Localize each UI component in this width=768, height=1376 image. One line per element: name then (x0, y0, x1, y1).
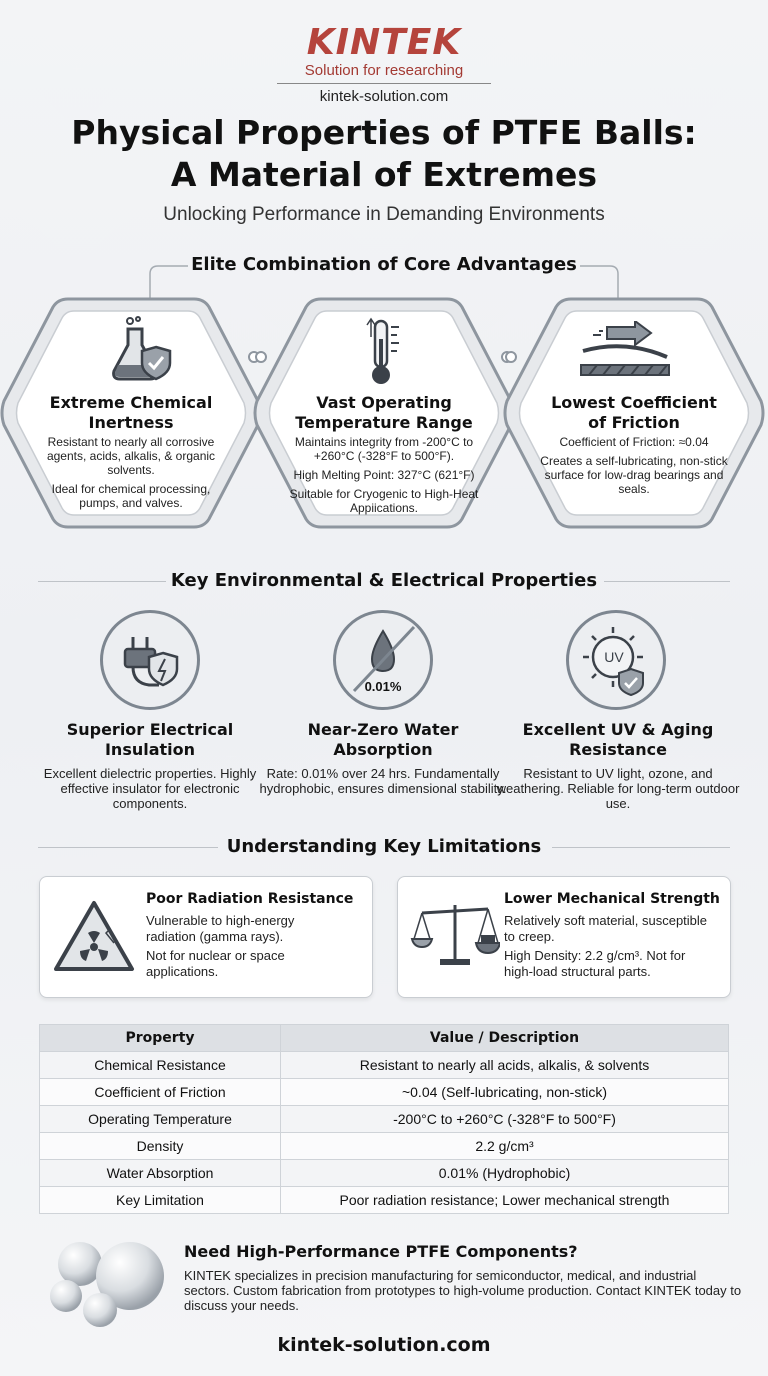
property-title-line-2: Absorption (333, 740, 433, 759)
properties-heading: Key Environmental & Electrical Properties (170, 570, 598, 591)
title-line-1: Physical Properties of PTFE Balls: (71, 113, 697, 152)
table-cell: Key Limitation (40, 1187, 281, 1214)
advantage-card-temperature (249, 293, 519, 533)
table-cell: ~0.04 (Self-lubricating, non-stick) (281, 1079, 729, 1106)
advantage-description (31, 435, 231, 515)
advantage-title-line-2: of Friction (588, 413, 680, 432)
table-cell: Water Absorption (40, 1160, 281, 1187)
advantage-title-line-2: Inertness (88, 413, 174, 432)
page-title (0, 112, 768, 196)
plug-shield-icon (113, 623, 187, 697)
title-line-2: A Material of Extremes (170, 155, 598, 194)
table-row (40, 1052, 729, 1079)
table-header-row (40, 1025, 729, 1052)
cta-title: Need High-Performance PTFE Components? (184, 1242, 578, 1261)
water-absorption-badge: 0.01% (364, 679, 402, 694)
table-row (40, 1133, 729, 1160)
table-cell: Poor radiation resistance; Lower mechanical strength (281, 1187, 729, 1214)
limitations-heading: Understanding Key Limitations (226, 836, 542, 857)
advantage-text-2: Ideal for chemical processing, pumps, and valves. (51, 482, 211, 510)
limitation-text-1: Relatively soft material, susceptible to creep. (504, 913, 708, 944)
limitation-text-2: Not for nuclear or space applications. (146, 948, 285, 979)
advantage-title-line-1: Extreme Chemical (49, 393, 213, 412)
property-title-line-2: Resistance (569, 740, 667, 759)
website-link-top[interactable]: kintek-solution.com (319, 88, 449, 105)
property-description: Excellent dielectric properties. Highly effective insulator for electronic components. (43, 766, 257, 811)
advantage-text-1: Resistant to nearly all corrosive agents, acids, alkalis, & organic solvents. (46, 435, 216, 477)
advantage-text-1: Maintains integrity from -200°C to +260°C (-328°F to 500°F). (294, 435, 474, 463)
property-icon-circle (333, 610, 433, 710)
table-row (40, 1079, 729, 1106)
advantage-title-line-1: Lowest Coefficient (551, 393, 717, 412)
brand-name: KINTEK (306, 22, 462, 63)
table-cell: Operating Temperature (40, 1106, 281, 1133)
property-title-line-1: Superior Electrical (66, 720, 234, 739)
advantage-title-line-2: Temperature Range (295, 413, 473, 432)
table-row (40, 1187, 729, 1214)
property-icon-circle (100, 610, 200, 710)
table-cell: -200°C to +260°C (-328°F to 500°F) (281, 1106, 729, 1133)
property-title-line-2: Insulation (104, 740, 196, 759)
advantage-title-line-1: Vast Operating (316, 393, 452, 412)
advantage-title (499, 393, 768, 433)
table-cell: 2.2 g/cm³ (281, 1133, 729, 1160)
brand-logo (0, 24, 768, 84)
limitation-title: Lower Mechanical Strength (504, 891, 720, 907)
cta-description: KINTEK specializes in precision manufacturing for semiconductor, medical, and industrial sectors. Custom fabrication from prototypes to high-volume production. Contact KINTEK today to discuss your needs. (184, 1268, 742, 1313)
page-subtitle: Unlocking Performance in Demanding Environments (163, 204, 605, 225)
ptfe-balls-image (46, 1236, 170, 1328)
table-cell: Chemical Resistance (40, 1052, 281, 1079)
advantage-card-friction (499, 293, 768, 533)
property-description: Rate: 0.01% over 24 hrs. Fundamentally hydrophobic, ensures dimensional stability. (259, 766, 507, 796)
advantage-text-3: Suitable for Cryogenic to High-Heat Appiications. (289, 487, 479, 515)
table-cell: Resistant to nearly all acids, alkalis, & solvents (281, 1052, 729, 1079)
limitation-text-2: High Density: 2.2 g/cm³. Not for high-load structural parts. (504, 948, 686, 979)
balance-scale-icon (410, 899, 500, 969)
limitation-card-radiation (39, 876, 373, 998)
table-cell: 0.01% (Hydrophobic) (281, 1160, 729, 1187)
limitation-description (146, 913, 336, 983)
table-row (40, 1160, 729, 1187)
website-link-bottom[interactable]: kintek-solution.com (277, 1334, 491, 1356)
table-cell: Density (40, 1133, 281, 1160)
property-title-line-1: Excellent UV & Aging (522, 720, 714, 739)
radiation-warning-icon (52, 899, 136, 973)
property-title (258, 720, 508, 760)
advantage-text-2: Creates a self-lubricating, non-stick surface for low-drag bearings and seals. (540, 454, 728, 496)
advantage-description (534, 435, 734, 501)
flask-shield-icon (108, 315, 180, 385)
limitation-description (504, 913, 716, 983)
advantage-title (249, 393, 519, 433)
property-title (25, 720, 275, 760)
table-header: Property (40, 1025, 281, 1052)
table-header: Value / Description (281, 1025, 729, 1052)
advantage-text-2: High Melting Point: 327°C (621°F) (293, 468, 475, 482)
property-icon-circle (566, 610, 666, 710)
property-title (493, 720, 743, 760)
thermometer-icon (363, 317, 407, 387)
advantage-description (284, 435, 484, 520)
advantage-title (0, 393, 266, 433)
friction-arrow-icon (577, 321, 673, 379)
property-title-line-1: Near-Zero Water (307, 720, 459, 739)
table-row (40, 1106, 729, 1133)
property-description: Resistant to UV light, ozone, and weathering. Reliable for long-term outdoor use. (496, 766, 740, 811)
advantage-text-1: Coefficient of Friction: ≈0.04 (559, 435, 709, 449)
limitation-title: Poor Radiation Resistance (146, 891, 354, 907)
table-cell: Coefficient of Friction (40, 1079, 281, 1106)
advantage-card-chemical (0, 293, 266, 533)
limitation-card-mechanical (397, 876, 731, 998)
spec-table (39, 1024, 729, 1214)
advantages-heading: Elite Combination of Core Advantages (191, 254, 577, 275)
brand-tagline: Solution for researching (304, 62, 464, 79)
limitation-text-1: Vulnerable to high-energy radiation (gamma rays). (146, 913, 295, 944)
logo-divider (277, 83, 491, 84)
uv-label: UV (604, 649, 624, 665)
